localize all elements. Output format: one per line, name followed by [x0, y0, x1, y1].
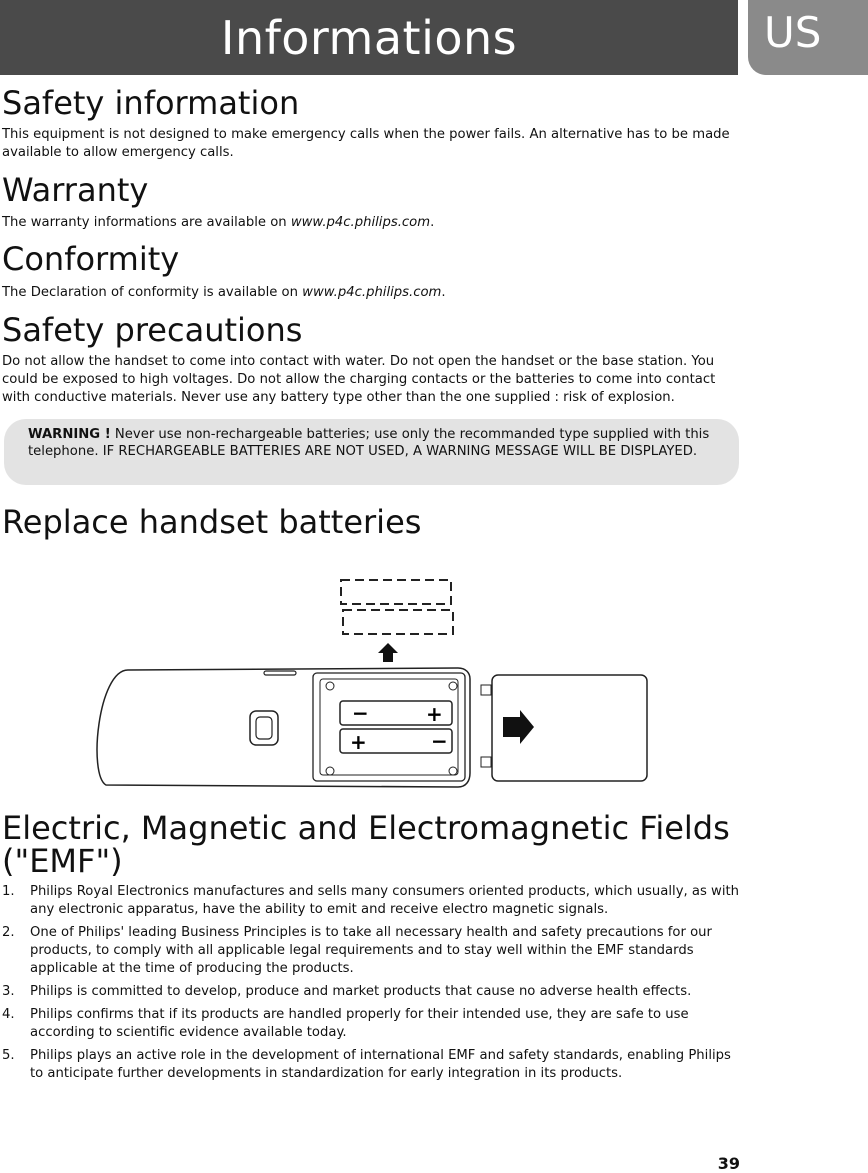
language-tab — [748, 0, 868, 75]
warranty-text — [2, 214, 737, 232]
warranty-text-before: The warranty informations are available on — [2, 215, 291, 230]
safety-precautions-heading: Safety precautions — [2, 311, 303, 349]
warning-box — [4, 419, 739, 485]
list-item: 5. Philips plays an active role in the development of international EMF and safety standards, enabling Philips to anticipate further developments in standardization for early integration in its products. — [2, 1048, 731, 1081]
warranty-heading: Warranty — [2, 171, 149, 209]
language-label: US — [764, 8, 822, 57]
conformity-link[interactable]: www.p4c.philips.com — [302, 285, 442, 300]
warning-label: WARNING ! — [28, 427, 111, 442]
safety-information-heading: Safety information — [2, 84, 300, 122]
conformity-text-after: . — [441, 285, 446, 300]
page-title: Informations — [220, 10, 518, 65]
removed-battery-outline-2 — [343, 610, 453, 634]
emf-list — [2, 883, 742, 1088]
warning-text: Never use non-rechargeable batteries; use only the recommanded type supplied with this telephone. IF RECHARGEABLE BATTERIES ARE NOT USED, A WARNING MESSAGE WILL BE DISPLAYED. — [28, 427, 710, 459]
page-number: 39 — [717, 1154, 740, 1173]
page-header-bar — [0, 0, 738, 75]
warranty-text-after: . — [430, 215, 435, 230]
list-item: 1. Philips Royal Electronics manufactures and sells many consumers oriented products, which usually, as with any electronic apparatus, have the ability to emit and receive electro magnetic signals. — [2, 884, 740, 917]
battery-replacement-illustration — [88, 575, 653, 795]
warranty-link[interactable]: www.p4c.philips.com — [290, 215, 431, 230]
safety-information-text: This equipment is not designed to make emergency calls when the power fails. An alternative has to be made available to allow emergency calls. — [2, 127, 730, 160]
removed-battery-outline-1 — [341, 580, 451, 604]
conformity-text-before: The Declaration of conformity is available on — [2, 285, 303, 300]
conformity-heading: Conformity — [2, 240, 180, 278]
battery-1-plus: + — [426, 702, 443, 726]
handset-body — [97, 668, 470, 787]
arrow-up-icon — [378, 643, 398, 662]
conformity-text — [2, 284, 737, 302]
battery-2-plus: + — [350, 730, 367, 754]
battery-1-minus: − — [352, 701, 369, 725]
list-item: 3. Philips is committed to develop, produce and market products that cause no adverse health effects. — [2, 984, 692, 999]
list-item: 4. Philips confirms that if its products are handled properly for their intended use, they are safe to use according to scientific evidence available today. — [2, 1007, 689, 1040]
battery-2-minus: − — [431, 729, 448, 753]
safety-precautions-text: Do not allow the handset to come into contact with water. Do not open the handset or the base station. You could be exposed to high voltages. Do not allow the charging contacts or the batteries to come into contact with conductive materials. Never use any battery type other than the one supplied : risk of explosion. — [2, 354, 716, 405]
emf-heading: Electric, Magnetic and Electromagnetic Fields ("EMF") — [2, 809, 730, 880]
list-item: 2. One of Philips' leading Business Principles is to take all necessary health and safety precautions for our products, to comply with all applicable legal requirements and to stay well within the EMF standards applicable at the time of producing the products. — [2, 925, 712, 976]
replace-batteries-heading: Replace handset batteries — [2, 503, 422, 541]
